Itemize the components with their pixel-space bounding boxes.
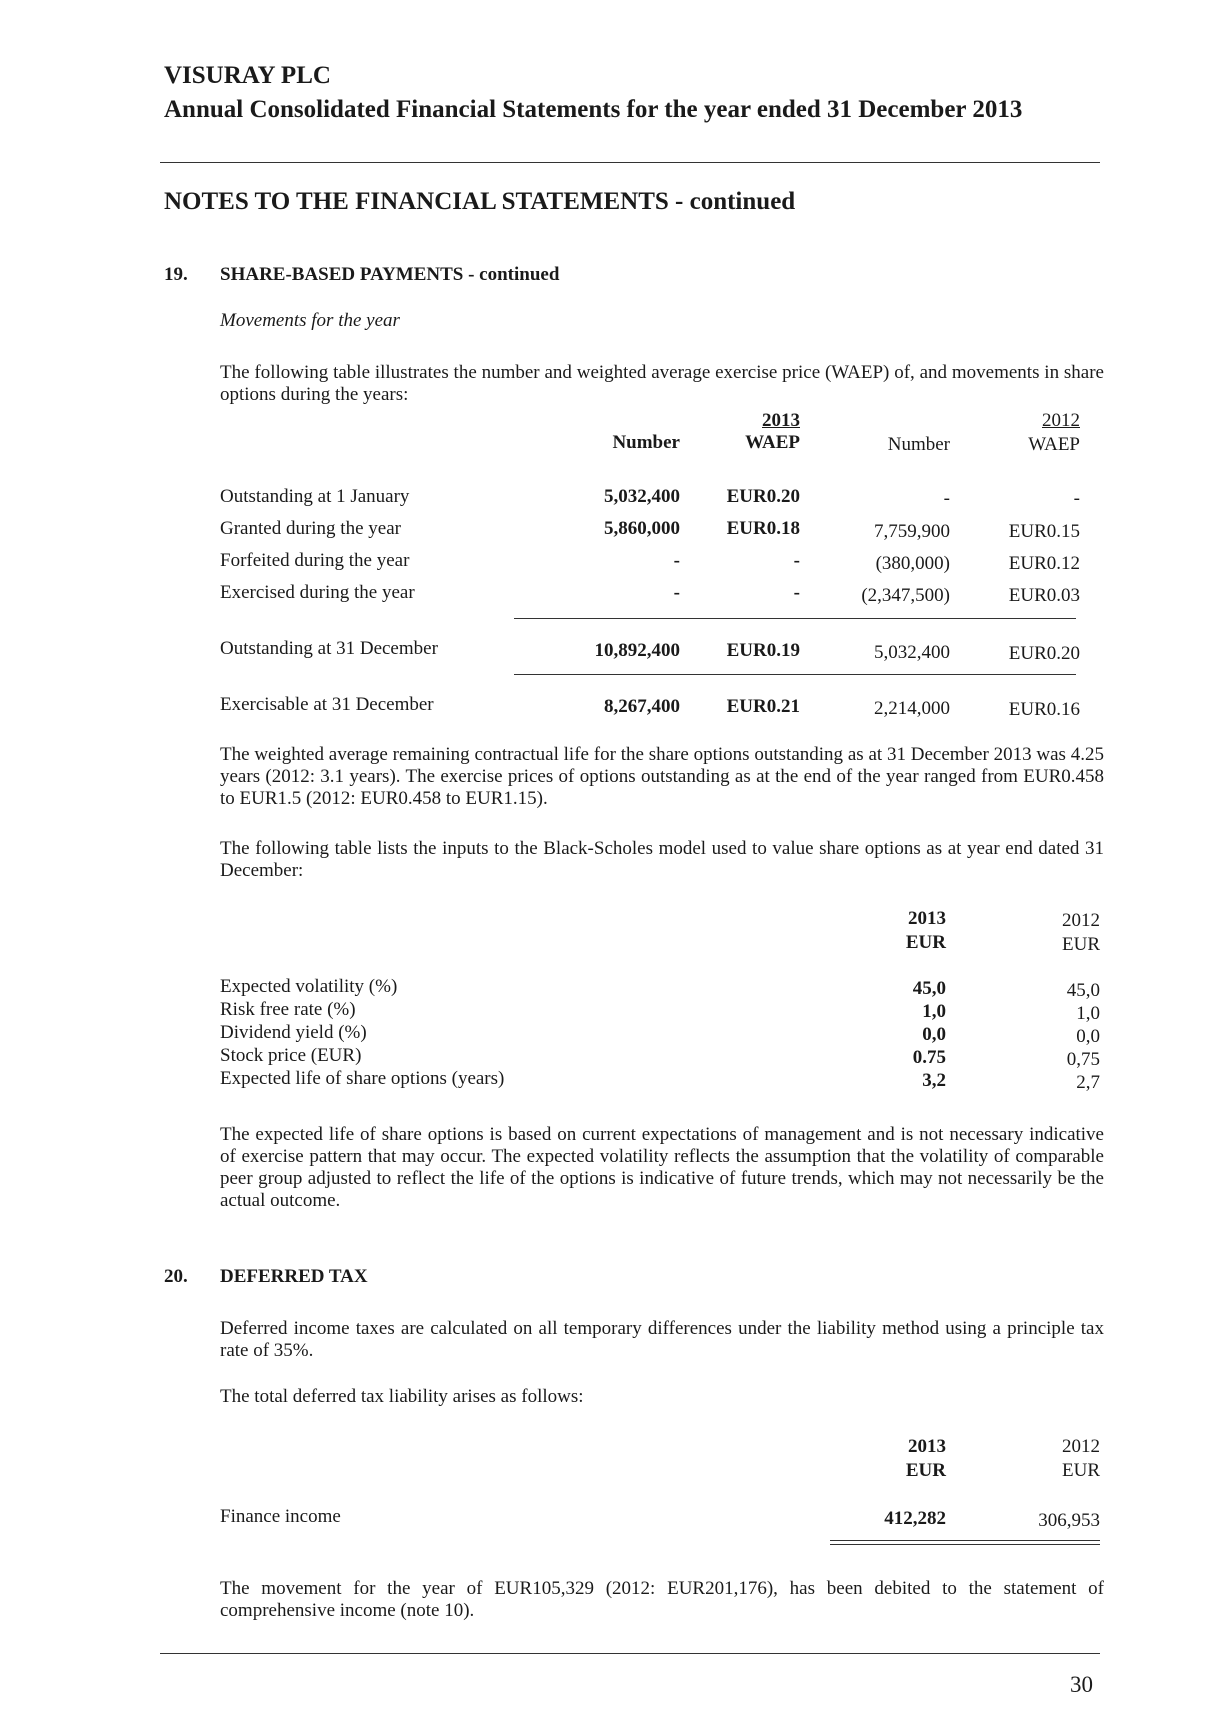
note-19-number: 19. xyxy=(164,264,188,285)
value-number-2013: 5,032,400 xyxy=(604,486,680,507)
col-number-2012: Number xyxy=(887,434,950,455)
value-number-2013: 5,860,000 xyxy=(604,518,680,539)
value-waep-2013: EUR0.20 xyxy=(726,486,800,507)
row-label: Outstanding at 31 December xyxy=(220,638,438,659)
deferred-tax-intro: Deferred income taxes are calculated on all temporary differences under the liability method using a principle tax rate of 35%. xyxy=(220,1318,1104,1361)
row-label: Finance income xyxy=(220,1506,341,1527)
value-2012: 0,75 xyxy=(1066,1049,1100,1070)
footer-divider xyxy=(160,1653,1100,1654)
bs-unit-2012: EUR xyxy=(1062,934,1100,955)
row-label: Expected volatility (%) xyxy=(220,976,398,997)
row-label: Risk free rate (%) xyxy=(220,999,356,1020)
document-subtitle: Annual Consolidated Financial Statements for the year ended 31 December 2013 xyxy=(164,96,1023,123)
row-label: Outstanding at 1 January xyxy=(220,486,410,507)
value-number-2012: 7,759,900 xyxy=(874,521,950,542)
row-label: Granted during the year xyxy=(220,518,401,539)
value-waep-2012: EUR0.16 xyxy=(1008,699,1080,720)
black-scholes-intro: The following table lists the inputs to the Black-Scholes model used to value share options as at year end dated 31 December: xyxy=(220,838,1104,881)
dt-unit-2013: EUR xyxy=(905,1460,946,1481)
value-number-2012: 2,214,000 xyxy=(874,698,950,719)
col-waep-2012: WAEP xyxy=(1028,434,1080,455)
value-waep-2012: EUR0.03 xyxy=(1008,585,1080,606)
value-2013: 1,0 xyxy=(922,1001,946,1022)
total-underline xyxy=(830,1544,1100,1545)
note-19-intro: The following table illustrates the number and weighted average exercise price (WAEP) of, and movements in share options during the years: xyxy=(220,362,1104,405)
note-19-title: SHARE-BASED PAYMENTS - continued xyxy=(220,264,560,285)
col-number-2013: Number xyxy=(612,432,680,453)
value-2013: 45,0 xyxy=(912,978,946,999)
value-2013: 412,282 xyxy=(884,1508,946,1529)
value-waep-2013: - xyxy=(793,550,800,571)
value-number-2012: (2,347,500) xyxy=(861,585,950,606)
value-number-2012: 5,032,400 xyxy=(874,642,950,663)
value-waep-2013: EUR0.19 xyxy=(726,640,800,661)
header-divider xyxy=(160,162,1100,163)
options-year-2013: 2013 xyxy=(762,410,800,431)
value-waep-2013: EUR0.21 xyxy=(726,696,800,717)
section-title: NOTES TO THE FINANCIAL STATEMENTS - continued xyxy=(164,188,796,215)
row-label: Stock price (EUR) xyxy=(220,1045,362,1066)
value-waep-2013: EUR0.18 xyxy=(726,518,800,539)
remaining-life-text: The weighted average remaining contractual life for the share options outstanding as at 31 December 2013 was 4.25 years (2012: 3.1 years). The exercise prices of options outstanding as at the end of the year ranged from EUR0.458 to EUR1.5 (2012: EUR0.458 to EUR1.15). xyxy=(220,744,1104,809)
value-2012: 45,0 xyxy=(1066,980,1100,1001)
note-20-number: 20. xyxy=(164,1266,188,1287)
note-20-title: DEFERRED TAX xyxy=(220,1266,368,1287)
page-number: 30 xyxy=(1070,1672,1093,1697)
bs-year-2013: 2013 xyxy=(908,908,946,929)
value-2013: 0.75 xyxy=(912,1047,946,1068)
value-number-2013: - xyxy=(673,582,680,603)
row-label: Expected life of share options (years) xyxy=(220,1068,505,1089)
company-name: VISURAY PLC xyxy=(164,62,331,89)
value-waep-2012: EUR0.15 xyxy=(1008,521,1080,542)
movement-text: The movement for the year of EUR105,329 (2012: EUR201,176), has been debited to the statement of comprehensive income (note 10). xyxy=(220,1578,1104,1621)
value-number-2012: (380,000) xyxy=(875,553,950,574)
value-waep-2012: EUR0.20 xyxy=(1008,643,1080,664)
value-number-2012: - xyxy=(943,488,950,509)
deferred-tax-liability-text: The total deferred tax liability arises as follows: xyxy=(220,1386,584,1407)
row-label: Exercised during the year xyxy=(220,582,415,603)
options-year-2012: 2012 xyxy=(1042,410,1080,431)
value-waep-2012: EUR0.12 xyxy=(1008,553,1080,574)
total-underline xyxy=(830,1540,1100,1541)
row-label: Forfeited during the year xyxy=(220,550,410,571)
value-2013: 0,0 xyxy=(922,1024,946,1045)
dt-year-2012: 2012 xyxy=(1062,1436,1100,1457)
value-2012: 0,0 xyxy=(1076,1026,1100,1047)
bs-year-2012: 2012 xyxy=(1062,910,1100,931)
value-2013: 3,2 xyxy=(922,1070,946,1091)
value-number-2013: 8,267,400 xyxy=(604,696,680,717)
row-label: Exercisable at 31 December xyxy=(220,694,434,715)
note-19-subheading: Movements for the year xyxy=(220,310,400,331)
value-number-2013: 10,892,400 xyxy=(594,640,680,661)
dt-unit-2012: EUR xyxy=(1062,1460,1100,1481)
bs-unit-2013: EUR xyxy=(905,932,946,953)
value-2012: 1,0 xyxy=(1076,1003,1100,1024)
value-2012: 306,953 xyxy=(1038,1510,1100,1531)
value-2012: 2,7 xyxy=(1076,1072,1100,1093)
col-waep-2013: WAEP xyxy=(745,432,800,453)
expected-life-text: The expected life of share options is based on current expectations of management and is not necessary indicative of exercise pattern that may occur. The expected volatility reflects the assumption that the volatility of comparable peer group adjusted to reflect the life of the options is indicative of future trends, which may not necessarily be the actual outcome. xyxy=(220,1124,1104,1211)
table-divider xyxy=(514,674,1076,675)
value-waep-2012: - xyxy=(1073,488,1080,509)
dt-year-2013: 2013 xyxy=(908,1436,946,1457)
value-number-2013: - xyxy=(673,550,680,571)
row-label: Dividend yield (%) xyxy=(220,1022,367,1043)
table-divider xyxy=(514,618,1076,619)
value-waep-2013: - xyxy=(793,582,800,603)
